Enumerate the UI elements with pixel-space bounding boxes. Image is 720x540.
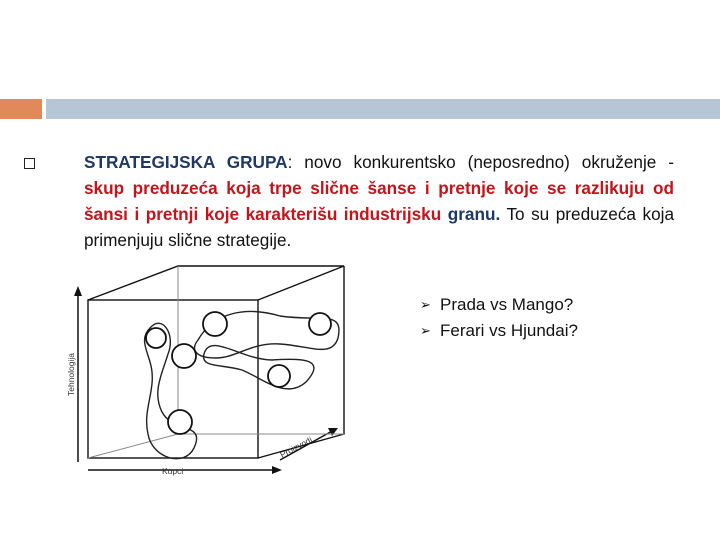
colon: : [287, 152, 305, 172]
x-axis-label: Kupci [162, 466, 184, 476]
list-item [420, 292, 578, 318]
cube-outline [88, 266, 344, 458]
granu-text: granu. [447, 204, 501, 224]
firm-circle [172, 344, 196, 368]
highlight-text: skup preduzeća koja trpe slične šanse i pretnje koje se razlikuju od šansi i pretnji koje karakterišu industrijsku [84, 178, 674, 224]
example-text: Prada vs Mango? [440, 295, 574, 314]
definition-paragraph [84, 149, 674, 253]
arrow-bullet-icon: ➢ [420, 323, 431, 338]
x-axis-arrow-icon [272, 466, 282, 474]
arrow-bullet-icon: ➢ [420, 297, 431, 312]
firm-circle [309, 313, 331, 335]
cube-hidden-edges [88, 266, 344, 458]
examples-list [420, 292, 578, 344]
intro-text: novo konkurentsko (neposredno) okruženje - [304, 152, 674, 172]
list-item [420, 318, 578, 344]
term: STRATEGIJSKA GRUPA [84, 152, 288, 172]
firm-circles [146, 312, 331, 434]
firm-circle [203, 312, 227, 336]
firm-circle [168, 410, 192, 434]
header-accent-bar [0, 99, 42, 119]
group-shape-middle [204, 346, 314, 389]
firm-circle [146, 328, 166, 348]
strategic-group-figure [66, 262, 354, 478]
firm-circle [268, 365, 290, 387]
y-axis-label: Tehnologija [66, 352, 76, 396]
closing-text: To su preduzeća koja primenjuju slične strategije. [84, 204, 675, 250]
bullet-square-icon [24, 158, 35, 169]
header-band [46, 99, 720, 119]
cube-diagram [66, 262, 354, 478]
y-axis-arrow-icon [74, 286, 82, 296]
z-axis-label: Proizvodi [278, 434, 314, 460]
example-text: Ferari vs Hjundai? [440, 321, 578, 340]
